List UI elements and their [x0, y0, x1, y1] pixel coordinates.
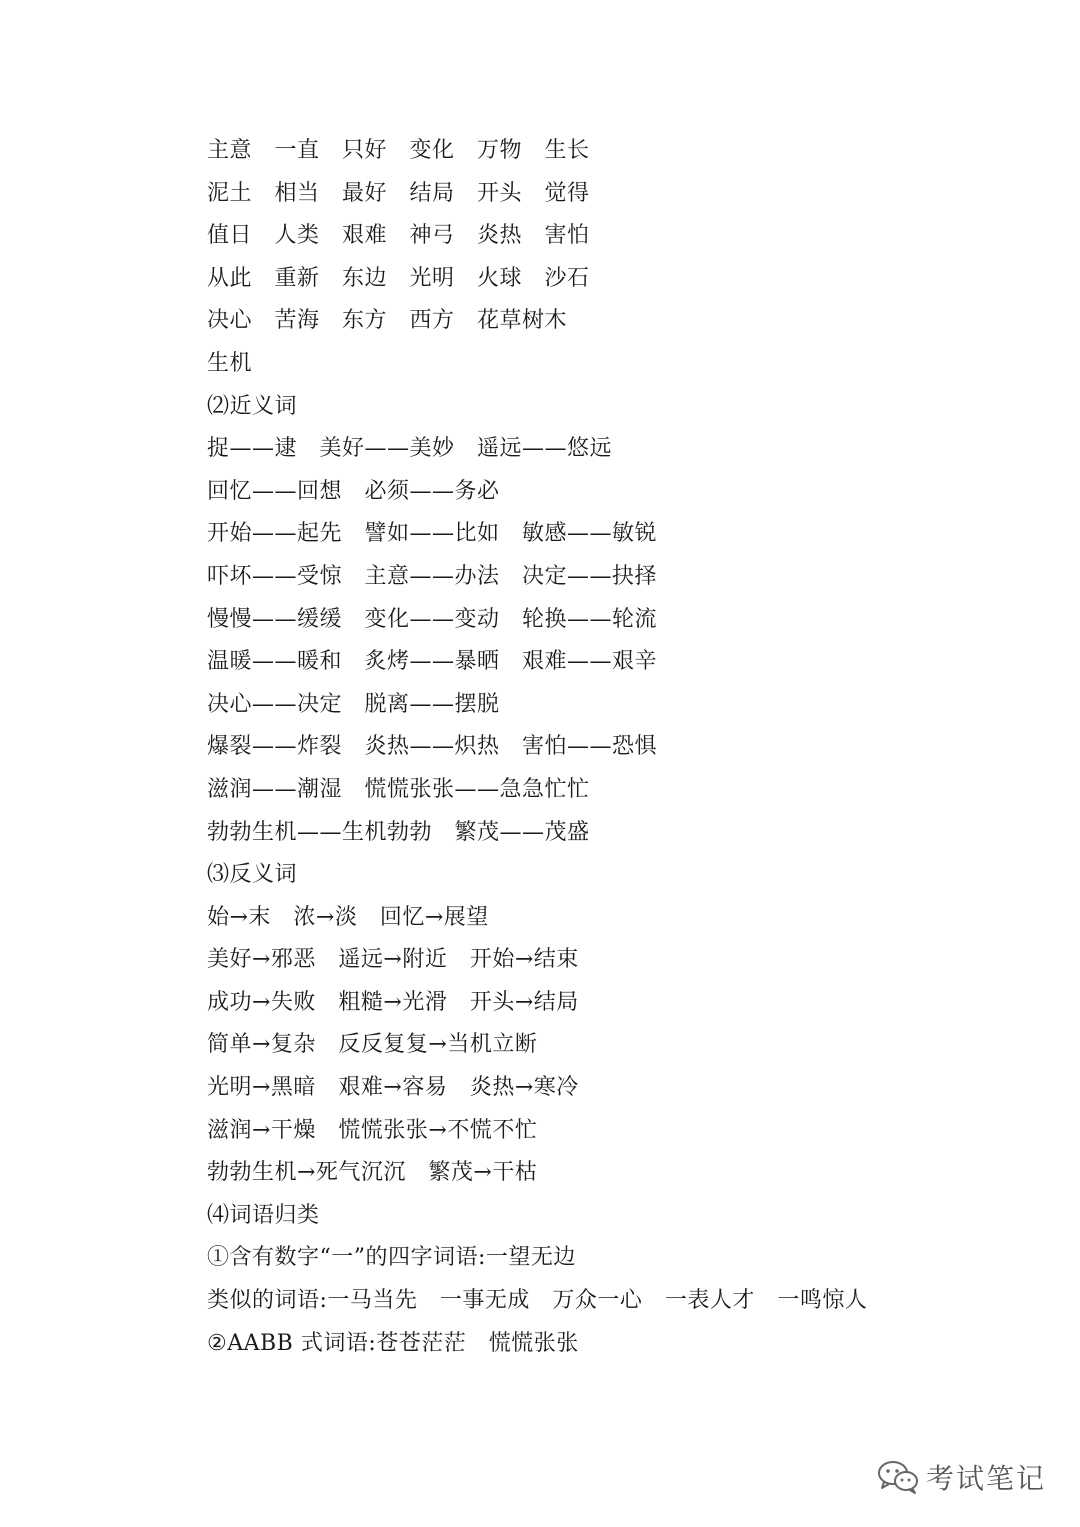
text-line: 成功→失败 粗糙→光滑 开头→结局 [207, 989, 579, 1015]
text-line: 类似的词语:一马当先 一事无成 万众一心 一表人才 一鸣惊人 [207, 1288, 868, 1314]
section-heading-antonyms: ⑶反义词 [207, 862, 298, 888]
text-line: ②AABB 式词语:苍苍茫茫 慌慌张张 [207, 1330, 579, 1356]
text-line: 生机 [207, 350, 253, 376]
text-line: 爆裂——炸裂 炎热——炽热 害怕——恐惧 [207, 734, 658, 760]
text-line: ①含有数字“一”的四字词语:一望无边 [207, 1245, 576, 1271]
text-line: 美好→邪恶 遥远→附近 开始→结束 [207, 947, 579, 973]
text-line: 泥土 相当 最好 结局 开头 觉得 [207, 180, 590, 206]
text-line: 开始——起先 譬如——比如 敏感——敏锐 [207, 521, 658, 547]
watermark-text: 考试笔记 [925, 1462, 1046, 1495]
text-line: 滋润——潮湿 慌慌张张——急急忙忙 [207, 776, 590, 802]
text-line: 决心 苦海 东方 西方 花草树木 [207, 308, 568, 334]
text-line: 决心——决定 脱离——摆脱 [207, 691, 500, 717]
text-line: 主意 一直 只好 变化 万物 生长 [207, 138, 590, 163]
text-line: 简单→复杂 反反复复→当机立断 [207, 1032, 538, 1058]
text-line: 从此 重新 东边 光明 火球 沙石 [207, 265, 590, 291]
text-line: 回忆——回想 必须——务必 [207, 478, 500, 504]
watermark [876, 1457, 1046, 1497]
document-body [207, 130, 1027, 1365]
text-line: 勃勃生机——生机勃勃 繁茂——茂盛 [207, 819, 590, 845]
text-line: 慢慢——缓缓 变化——变动 轮换——轮流 [207, 606, 658, 632]
text-line: 值日 人类 艰难 神弓 炎热 害怕 [207, 223, 590, 249]
text-line: 始→末 浓→淡 回忆→展望 [207, 904, 489, 930]
text-line: 光明→黑暗 艰难→容易 炎热→寒冷 [207, 1075, 579, 1101]
wechat-icon [876, 1459, 920, 1495]
section-heading-synonyms: ⑵近义词 [207, 393, 298, 419]
text-line: 滋润→干燥 慌慌张张→不慌不忙 [207, 1117, 538, 1143]
text-line: 吓坏——受惊 主意——办法 决定——抉择 [207, 563, 658, 589]
text-line: 勃勃生机→死气沉沉 繁茂→干枯 [207, 1160, 538, 1186]
text-line: 温暖——暖和 炙烤——暴晒 艰难——艰辛 [207, 649, 658, 675]
section-heading-word-classification: ⑷词语归类 [207, 1202, 320, 1228]
text-line: 捉——逮 美好——美妙 遥远——悠远 [207, 436, 613, 462]
